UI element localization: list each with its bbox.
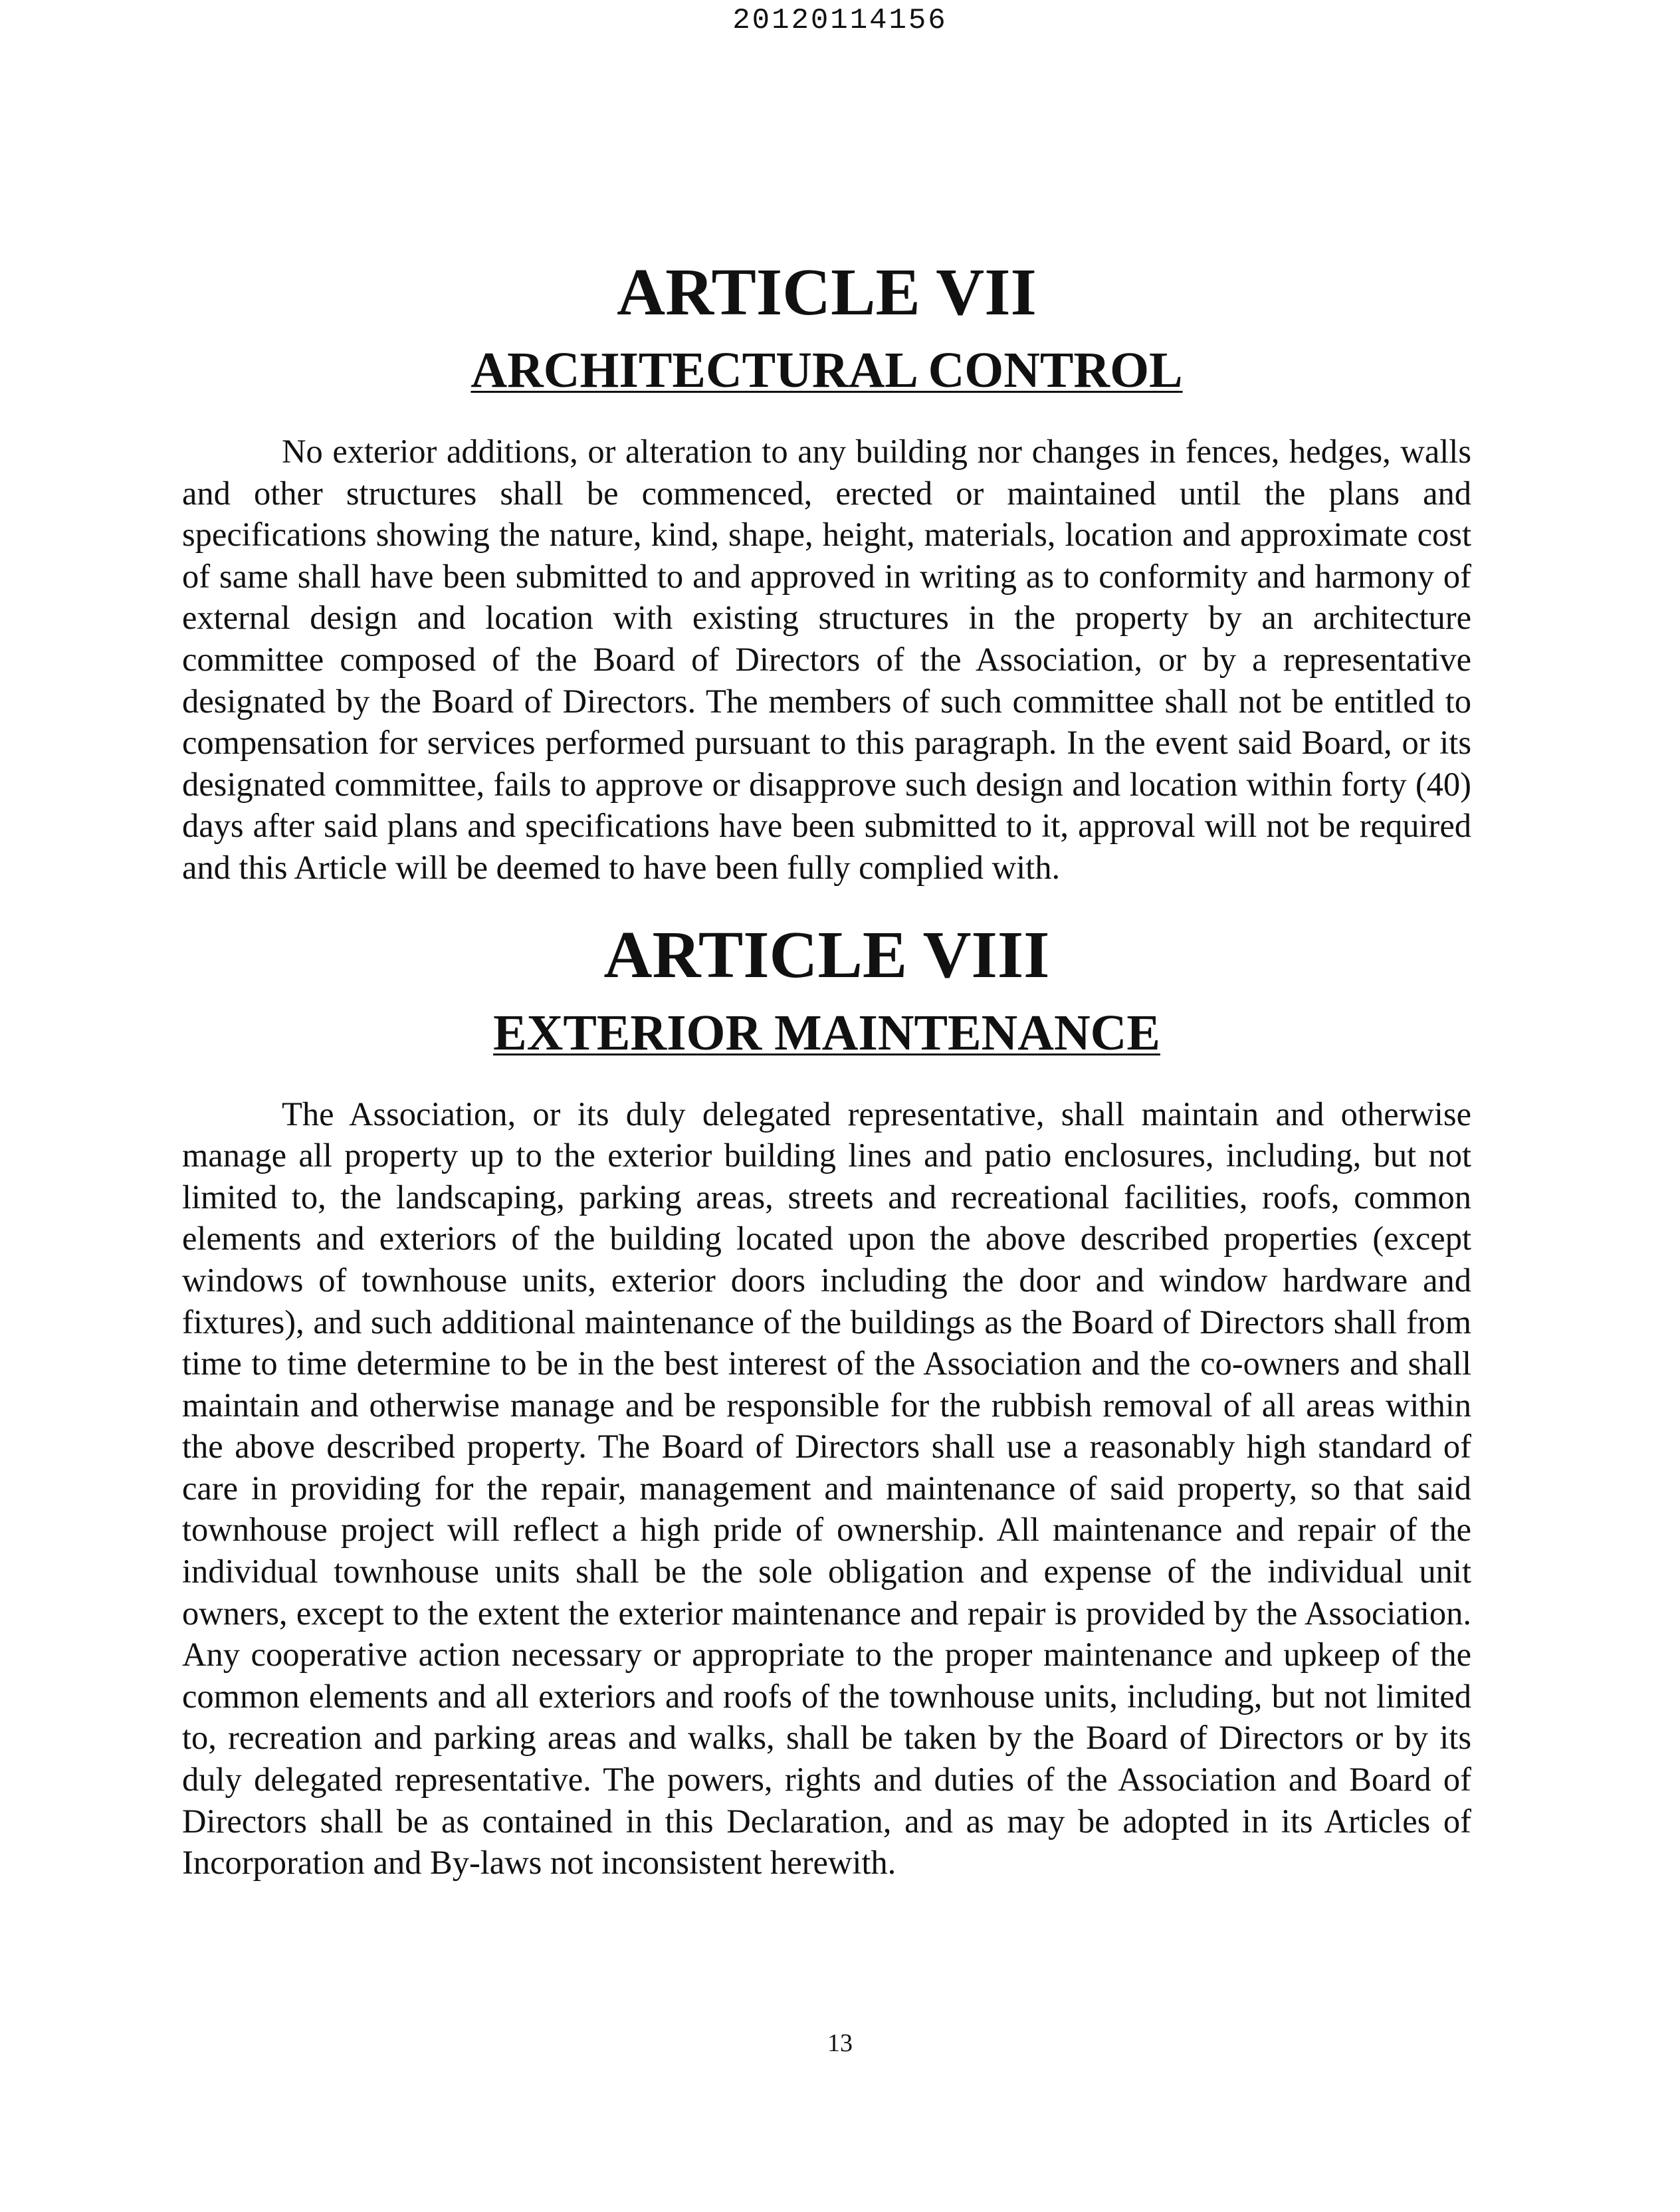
article-vii-heading: ARTICLE VII	[617, 255, 1037, 329]
page-number: 13	[827, 2029, 853, 2057]
article-viii-heading: ARTICLE VIII	[603, 917, 1050, 992]
page-content	[182, 255, 1471, 1884]
article-vii-paragraph: No exterior additions, or alteration to any building nor changes in fences, hedges, walls and other structures shall be commenced, erected or maintained until the plans and specifications showing the nature, kind, shape, height, materials, location and approximate cost of same shall have been submitted to and approved in writing as to conformity and harmony of external design and location with existing structures in the property by an architecture committee composed of the Board of Directors of the Association, or by a representative designated by the Board of Directors. The members of such committee shall not be entitled to compensation for services performed pursuant to this paragraph. In the event said Board, or its designated committee, fails to approve or disapprove such design and location within forty (40) days after said plans and specifications have been submitted to it, approval will not be required and this Article will be deemed to have been fully complied with.	[182, 433, 1471, 886]
article-viii-paragraph: The Association, or its duly delegated representative, shall maintain and otherwise manage all property up to the exterior building lines and patio enclosures, including, but not limited to, the landscaping, parking areas, streets and recreational facilities, roofs, common elements and exteriors of the building located upon the above described properties (except windows of townhouse units, exterior doors including the door and window hardware and fixtures), and such additional maintenance of the buildings as the Board of Directors shall from time to time determine to be in the best interest of the Association and the co-owners and shall maintain and otherwise manage and be responsible for the rubbish removal of all areas within the above described property. The Board of Directors shall use a reasonably high standard of care in providing for the repair, management and maintenance of said property, so that said townhouse project will reflect a high pride of ownership. All maintenance and repair of the individual townhouse units shall be the sole obligation and expense of the individual unit owners, except to the extent the exterior maintenance and repair is provided by the Association. Any cooperative action necessary or appropriate to the proper maintenance and upkeep of the common elements and all exteriors and roofs of the townhouse units, including, but not limited to, recreation and parking areas and walks, shall be taken by the Board of Directors or by its duly delegated representative. The powers, rights and duties of the Association and Board of Directors shall be as contained in this Declaration, and as may be adopted in its Articles of Incorporation and By-laws not inconsistent herewith.	[182, 1095, 1471, 1882]
exterior-maintenance-title: EXTERIOR MAINTENANCE	[493, 1004, 1160, 1061]
architectural-control-title: ARCHITECTURAL CONTROL	[471, 342, 1183, 398]
document-number: 20120114156	[732, 4, 948, 37]
